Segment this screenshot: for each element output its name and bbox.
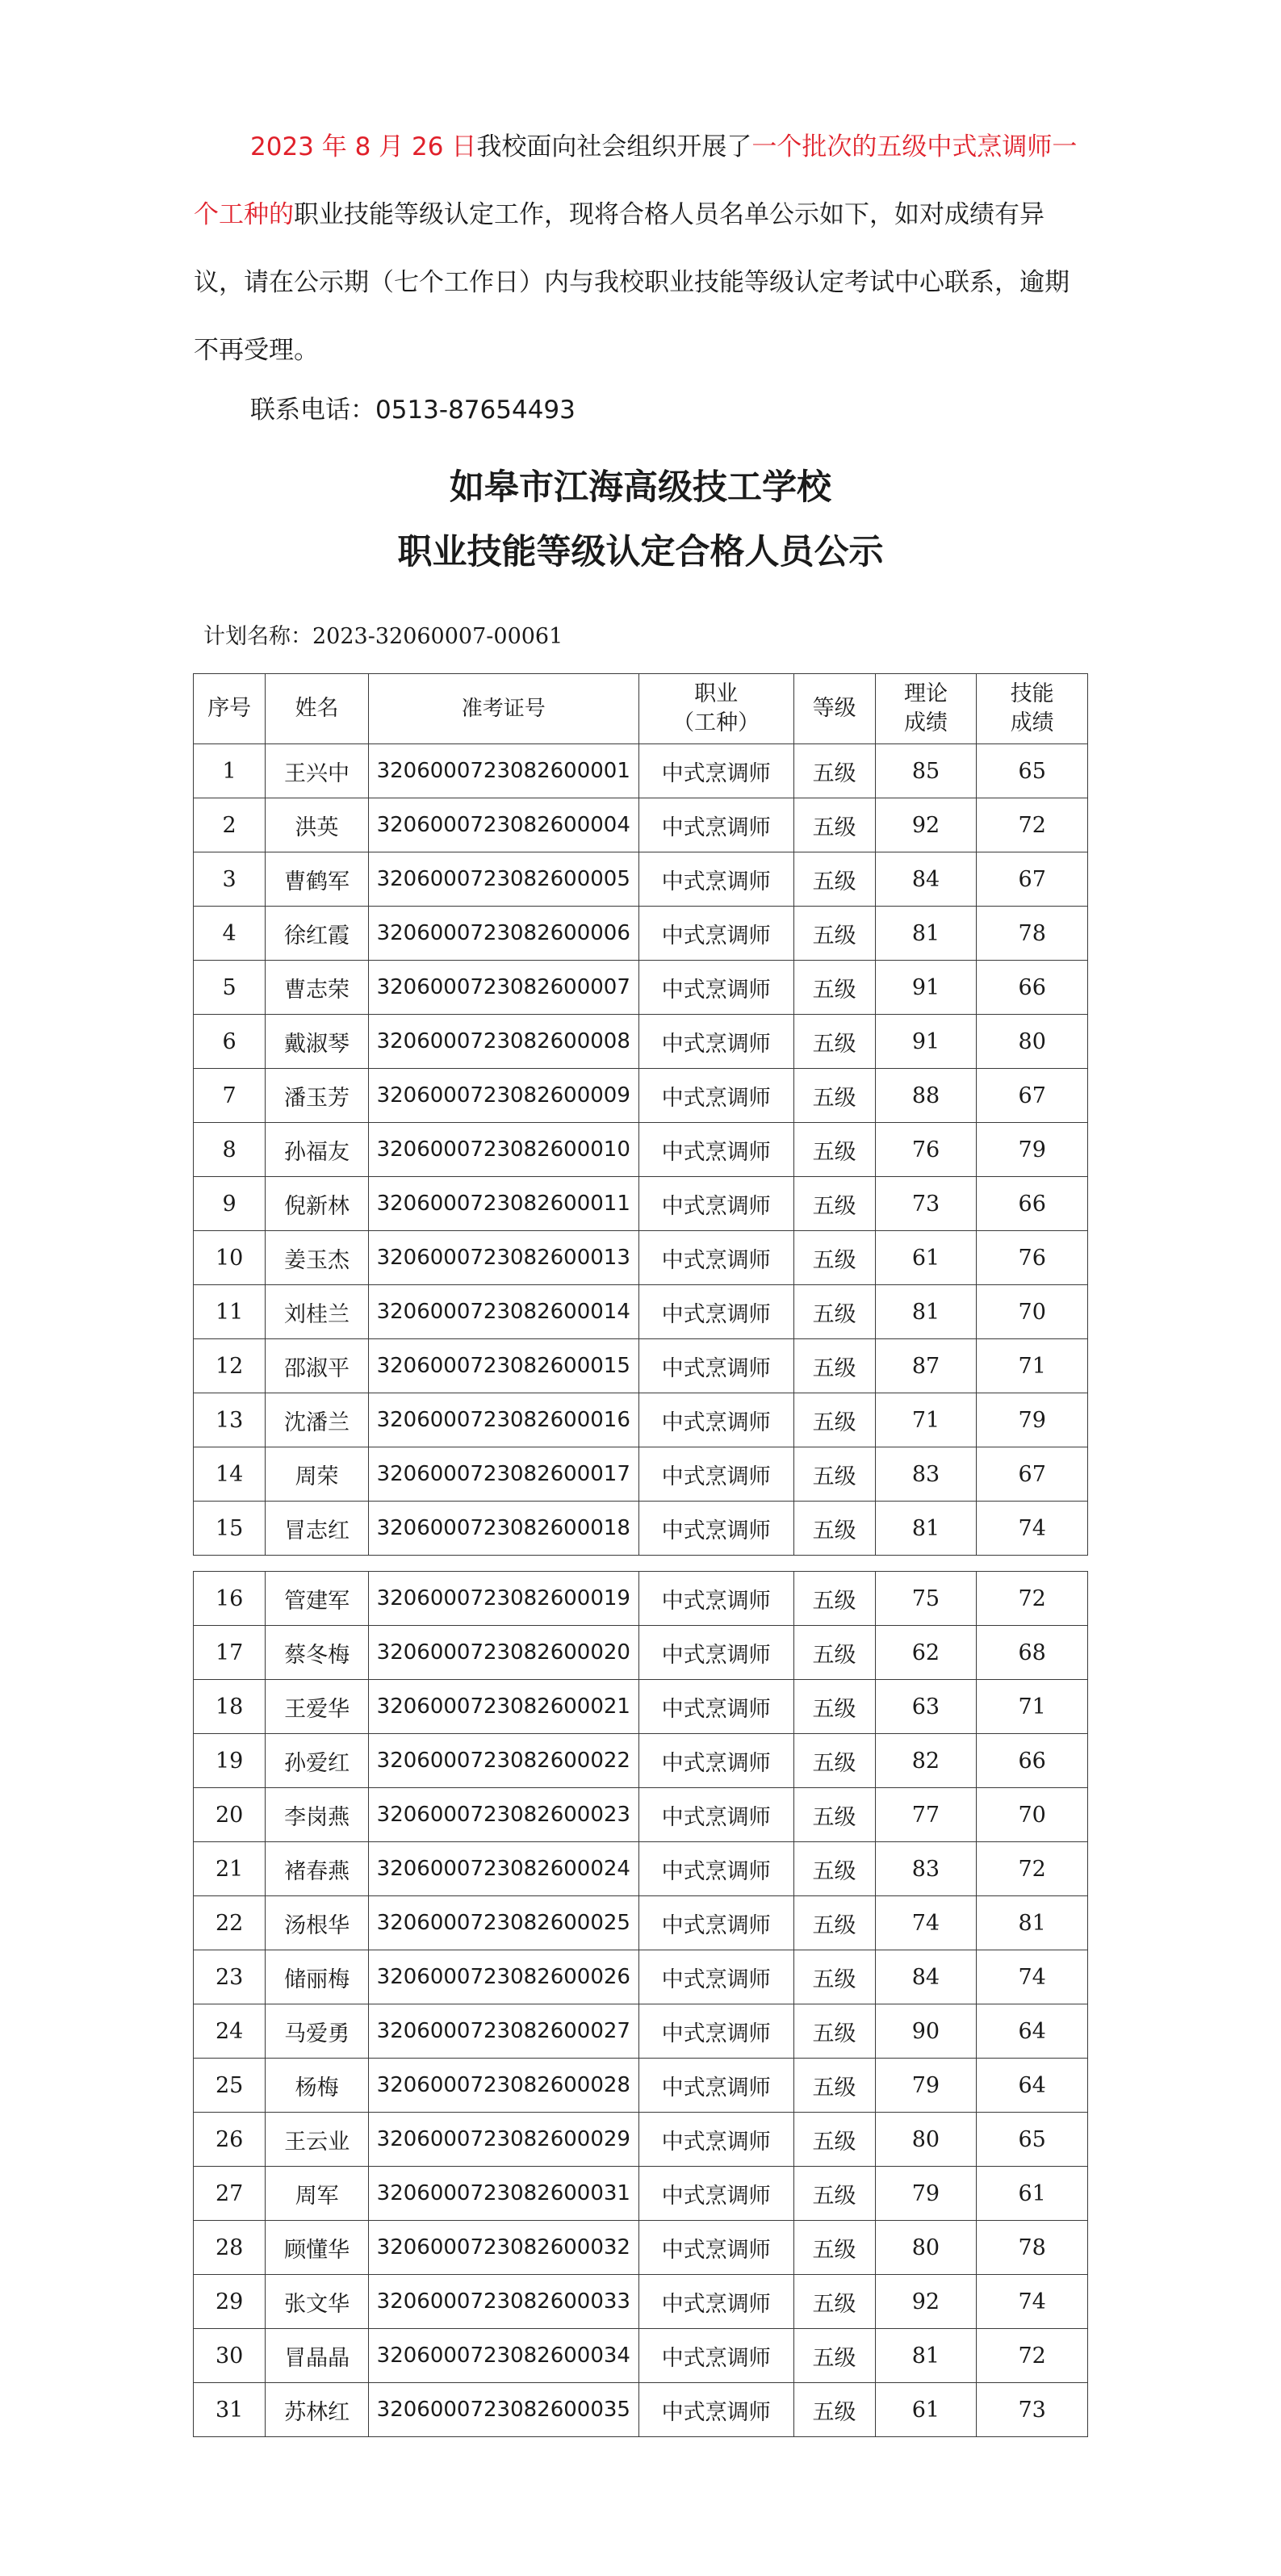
- row-skill-score: 68: [977, 1626, 1088, 1680]
- table-row: [194, 2059, 1088, 2113]
- notice-batch: 一个批次的五级中式烹调师一个工种的: [194, 132, 1078, 229]
- row-occupation: 中式烹调师: [638, 2004, 793, 2059]
- row-name: 褚春燕: [266, 1842, 369, 1896]
- row-skill-score: 70: [977, 1285, 1088, 1339]
- row-name: 孙爱红: [266, 1734, 369, 1788]
- row-index: 16: [194, 1572, 266, 1626]
- table-row: [194, 2221, 1088, 2275]
- row-name: 周荣: [266, 1447, 369, 1502]
- table-row: [194, 1502, 1088, 1556]
- row-occupation: 中式烹调师: [638, 1680, 793, 1734]
- page-title: 职业技能等级认定合格人员公示: [397, 532, 884, 572]
- row-skill-score: 79: [977, 1393, 1088, 1447]
- row-grade: 五级: [793, 1734, 875, 1788]
- table-row: [194, 1842, 1088, 1896]
- row-theory-score: 84: [875, 852, 977, 907]
- table-row: [194, 1734, 1088, 1788]
- row-skill-score: 71: [977, 1339, 1088, 1393]
- row-grade: 五级: [793, 852, 875, 907]
- table-row: [194, 1285, 1088, 1339]
- row-theory-score: 75: [875, 1572, 977, 1626]
- row-index: 19: [194, 1734, 266, 1788]
- row-index: 28: [194, 2221, 266, 2275]
- row-occupation: 中式烹调师: [638, 1393, 793, 1447]
- row-name: 王爱华: [266, 1680, 369, 1734]
- row-occupation: 中式烹调师: [638, 798, 793, 852]
- row-ticket-number: 3206000723082600004: [368, 798, 638, 852]
- table-row: [194, 2004, 1088, 2059]
- row-skill-score: 72: [977, 1842, 1088, 1896]
- row-index: 9: [194, 1177, 266, 1231]
- row-index: 25: [194, 2059, 266, 2113]
- header-grade: 等级: [793, 674, 875, 744]
- row-skill-score: 67: [977, 1069, 1088, 1123]
- row-ticket-number: 3206000723082600029: [368, 2113, 638, 2167]
- row-skill-score: 79: [977, 1123, 1088, 1177]
- row-grade: 五级: [793, 1950, 875, 2004]
- row-grade: 五级: [793, 798, 875, 852]
- row-index: 18: [194, 1680, 266, 1734]
- row-theory-score: 92: [875, 2275, 977, 2329]
- row-grade: 五级: [793, 1069, 875, 1123]
- row-ticket-number: 3206000723082600025: [368, 1896, 638, 1950]
- row-name: 冒志红: [266, 1502, 369, 1556]
- row-index: 2: [194, 798, 266, 852]
- row-occupation: 中式烹调师: [638, 852, 793, 907]
- table-row: [194, 852, 1088, 907]
- row-index: 8: [194, 1123, 266, 1177]
- row-skill-score: 64: [977, 2004, 1088, 2059]
- row-grade: 五级: [793, 2383, 875, 2437]
- row-name: 洪英: [266, 798, 369, 852]
- row-theory-score: 83: [875, 1447, 977, 1502]
- row-occupation: 中式烹调师: [638, 1447, 793, 1502]
- table-row: [194, 2113, 1088, 2167]
- table-row: [194, 1950, 1088, 2004]
- table-row: [194, 1626, 1088, 1680]
- row-index: 14: [194, 1447, 266, 1502]
- row-occupation: 中式烹调师: [638, 1896, 793, 1950]
- row-name: 李岗燕: [266, 1788, 369, 1842]
- row-skill-score: 80: [977, 1015, 1088, 1069]
- header-name: 姓名: [266, 674, 369, 744]
- row-grade: 五级: [793, 1015, 875, 1069]
- row-name: 沈潘兰: [266, 1393, 369, 1447]
- row-grade: 五级: [793, 1447, 875, 1502]
- row-theory-score: 80: [875, 2221, 977, 2275]
- row-grade: 五级: [793, 1626, 875, 1680]
- row-theory-score: 83: [875, 1842, 977, 1896]
- row-name: 杨梅: [266, 2059, 369, 2113]
- row-occupation: 中式烹调师: [638, 2275, 793, 2329]
- row-name: 储丽梅: [266, 1950, 369, 2004]
- row-occupation: 中式烹调师: [638, 1285, 793, 1339]
- row-occupation: 中式烹调师: [638, 1626, 793, 1680]
- row-occupation: 中式烹调师: [638, 1177, 793, 1231]
- row-theory-score: 61: [875, 1231, 977, 1285]
- row-occupation: 中式烹调师: [638, 2167, 793, 2221]
- row-index: 21: [194, 1842, 266, 1896]
- row-ticket-number: 3206000723082600023: [368, 1788, 638, 1842]
- row-grade: 五级: [793, 1285, 875, 1339]
- row-ticket-number: 3206000723082600005: [368, 852, 638, 907]
- row-theory-score: 82: [875, 1734, 977, 1788]
- row-occupation: 中式烹调师: [638, 1339, 793, 1393]
- row-grade: 五级: [793, 1896, 875, 1950]
- row-ticket-number: 3206000723082600011: [368, 1177, 638, 1231]
- row-ticket-number: 3206000723082600001: [368, 744, 638, 798]
- table-row: [194, 1069, 1088, 1123]
- row-ticket-number: 3206000723082600024: [368, 1842, 638, 1896]
- row-occupation: 中式烹调师: [638, 744, 793, 798]
- row-grade: 五级: [793, 1502, 875, 1556]
- table-row: [194, 1393, 1088, 1447]
- header-ticket: 准考证号: [368, 674, 638, 744]
- row-name: 王兴中: [266, 744, 369, 798]
- school-title: 如皋市江海高级技工学校: [450, 467, 831, 508]
- row-theory-score: 90: [875, 2004, 977, 2059]
- row-occupation: 中式烹调师: [638, 1734, 793, 1788]
- row-index: 7: [194, 1069, 266, 1123]
- row-ticket-number: 3206000723082600019: [368, 1572, 638, 1626]
- row-theory-score: 81: [875, 1502, 977, 1556]
- row-grade: 五级: [793, 2275, 875, 2329]
- row-name: 周军: [266, 2167, 369, 2221]
- row-theory-score: 71: [875, 1393, 977, 1447]
- row-grade: 五级: [793, 744, 875, 798]
- row-ticket-number: 3206000723082600035: [368, 2383, 638, 2437]
- row-occupation: 中式烹调师: [638, 2059, 793, 2113]
- header-skill-score: 技能 成绩: [977, 674, 1088, 744]
- row-name: 刘桂兰: [266, 1285, 369, 1339]
- row-ticket-number: 3206000723082600017: [368, 1447, 638, 1502]
- row-ticket-number: 3206000723082600007: [368, 961, 638, 1015]
- row-name: 张文华: [266, 2275, 369, 2329]
- row-skill-score: 72: [977, 2329, 1088, 2383]
- row-skill-score: 66: [977, 1177, 1088, 1231]
- table-header-row: [194, 674, 1088, 744]
- row-theory-score: 84: [875, 1950, 977, 2004]
- table-row: [194, 907, 1088, 961]
- row-skill-score: 61: [977, 2167, 1088, 2221]
- row-theory-score: 79: [875, 2167, 977, 2221]
- row-grade: 五级: [793, 2221, 875, 2275]
- row-index: 5: [194, 961, 266, 1015]
- row-theory-score: 88: [875, 1069, 977, 1123]
- row-grade: 五级: [793, 2113, 875, 2167]
- row-name: 汤根华: [266, 1896, 369, 1950]
- row-theory-score: 73: [875, 1177, 977, 1231]
- row-ticket-number: 3206000723082600014: [368, 1285, 638, 1339]
- notice-paragraph: [194, 113, 1082, 384]
- row-skill-score: 72: [977, 1572, 1088, 1626]
- table-row: [194, 2275, 1088, 2329]
- row-theory-score: 81: [875, 1285, 977, 1339]
- row-skill-score: 76: [977, 1231, 1088, 1285]
- row-index: 30: [194, 2329, 266, 2383]
- row-name: 潘玉芳: [266, 1069, 369, 1123]
- row-skill-score: 66: [977, 961, 1088, 1015]
- row-grade: 五级: [793, 2167, 875, 2221]
- header-theory-score: 理论 成绩: [875, 674, 977, 744]
- row-index: 6: [194, 1015, 266, 1069]
- table-row: [194, 1572, 1088, 1626]
- row-theory-score: 80: [875, 2113, 977, 2167]
- row-index: 4: [194, 907, 266, 961]
- row-skill-score: 64: [977, 2059, 1088, 2113]
- row-theory-score: 91: [875, 961, 977, 1015]
- row-name: 孙福友: [266, 1123, 369, 1177]
- row-ticket-number: 3206000723082600008: [368, 1015, 638, 1069]
- row-skill-score: 67: [977, 1447, 1088, 1502]
- table-row: [194, 2383, 1088, 2437]
- table-row: [194, 1788, 1088, 1842]
- row-skill-score: 66: [977, 1734, 1088, 1788]
- row-theory-score: 81: [875, 907, 977, 961]
- row-grade: 五级: [793, 2004, 875, 2059]
- row-name: 邵淑平: [266, 1339, 369, 1393]
- row-theory-score: 81: [875, 2329, 977, 2383]
- row-skill-score: 74: [977, 2275, 1088, 2329]
- row-ticket-number: 3206000723082600018: [368, 1502, 638, 1556]
- row-name: 管建军: [266, 1572, 369, 1626]
- roster-table-part-2: [193, 1571, 1088, 2437]
- row-occupation: 中式烹调师: [638, 1950, 793, 2004]
- row-ticket-number: 3206000723082600009: [368, 1069, 638, 1123]
- row-theory-score: 92: [875, 798, 977, 852]
- table-row: [194, 1231, 1088, 1285]
- row-grade: 五级: [793, 961, 875, 1015]
- row-theory-score: 79: [875, 2059, 977, 2113]
- row-index: 24: [194, 2004, 266, 2059]
- header-occupation: 职业 （工种）: [638, 674, 793, 744]
- table-row: [194, 2329, 1088, 2383]
- row-ticket-number: 3206000723082600026: [368, 1950, 638, 2004]
- row-grade: 五级: [793, 1339, 875, 1393]
- row-ticket-number: 3206000723082600027: [368, 2004, 638, 2059]
- row-index: 3: [194, 852, 266, 907]
- roster-table-part-1: [193, 673, 1088, 1556]
- row-name: 姜玉杰: [266, 1231, 369, 1285]
- row-index: 15: [194, 1502, 266, 1556]
- row-ticket-number: 3206000723082600010: [368, 1123, 638, 1177]
- row-name: 曹志荣: [266, 961, 369, 1015]
- row-theory-score: 61: [875, 2383, 977, 2437]
- row-grade: 五级: [793, 907, 875, 961]
- row-occupation: 中式烹调师: [638, 1069, 793, 1123]
- row-ticket-number: 3206000723082600034: [368, 2329, 638, 2383]
- row-occupation: 中式烹调师: [638, 2383, 793, 2437]
- row-name: 王云业: [266, 2113, 369, 2167]
- row-grade: 五级: [793, 1231, 875, 1285]
- row-name: 顾懂华: [266, 2221, 369, 2275]
- table-row: [194, 1177, 1088, 1231]
- row-ticket-number: 3206000723082600020: [368, 1626, 638, 1680]
- row-occupation: 中式烹调师: [638, 1123, 793, 1177]
- row-occupation: 中式烹调师: [638, 1502, 793, 1556]
- row-skill-score: 70: [977, 1788, 1088, 1842]
- row-index: 29: [194, 2275, 266, 2329]
- row-grade: 五级: [793, 1177, 875, 1231]
- row-occupation: 中式烹调师: [638, 961, 793, 1015]
- row-occupation: 中式烹调师: [638, 1788, 793, 1842]
- row-theory-score: 85: [875, 744, 977, 798]
- row-skill-score: 72: [977, 798, 1088, 852]
- row-skill-score: 78: [977, 2221, 1088, 2275]
- row-theory-score: 87: [875, 1339, 977, 1393]
- row-skill-score: 73: [977, 2383, 1088, 2437]
- row-grade: 五级: [793, 1788, 875, 1842]
- row-theory-score: 91: [875, 1015, 977, 1069]
- row-occupation: 中式烹调师: [638, 2329, 793, 2383]
- row-occupation: 中式烹调师: [638, 2221, 793, 2275]
- row-ticket-number: 3206000723082600016: [368, 1393, 638, 1447]
- row-skill-score: 65: [977, 744, 1088, 798]
- row-name: 徐红霞: [266, 907, 369, 961]
- notice-text-2: 职业技能等级认定工作，现将合格人员名单公示如下，如对成绩有异议，请在公示期（七个工作日）内与我校职业技能等级认定考试中心联系，逾期不再受理。: [194, 200, 1070, 365]
- row-ticket-number: 3206000723082600006: [368, 907, 638, 961]
- row-index: 31: [194, 2383, 266, 2437]
- row-ticket-number: 3206000723082600013: [368, 1231, 638, 1285]
- row-grade: 五级: [793, 1123, 875, 1177]
- table-row: [194, 744, 1088, 798]
- row-theory-score: 77: [875, 1788, 977, 1842]
- row-skill-score: 67: [977, 852, 1088, 907]
- row-name: 蔡冬梅: [266, 1626, 369, 1680]
- table-row: [194, 798, 1088, 852]
- row-grade: 五级: [793, 2329, 875, 2383]
- row-occupation: 中式烹调师: [638, 1231, 793, 1285]
- table-row: [194, 1339, 1088, 1393]
- row-occupation: 中式烹调师: [638, 2113, 793, 2167]
- row-ticket-number: 3206000723082600032: [368, 2221, 638, 2275]
- table-row: [194, 1123, 1088, 1177]
- row-index: 12: [194, 1339, 266, 1393]
- row-skill-score: 71: [977, 1680, 1088, 1734]
- row-name: 苏林红: [266, 2383, 369, 2437]
- row-index: 26: [194, 2113, 266, 2167]
- row-grade: 五级: [793, 1842, 875, 1896]
- row-name: 马爱勇: [266, 2004, 369, 2059]
- row-index: 23: [194, 1950, 266, 2004]
- row-index: 1: [194, 744, 266, 798]
- row-ticket-number: 3206000723082600033: [368, 2275, 638, 2329]
- row-theory-score: 76: [875, 1123, 977, 1177]
- row-skill-score: 81: [977, 1896, 1088, 1950]
- row-ticket-number: 3206000723082600015: [368, 1339, 638, 1393]
- row-index: 11: [194, 1285, 266, 1339]
- contact-phone: 联系电话：0513-87654493: [250, 396, 576, 425]
- header-index: 序号: [194, 674, 266, 744]
- row-theory-score: 62: [875, 1626, 977, 1680]
- row-skill-score: 65: [977, 2113, 1088, 2167]
- row-occupation: 中式烹调师: [638, 1015, 793, 1069]
- table-row: [194, 1015, 1088, 1069]
- notice-text-1: 我校面向社会组织开展了: [476, 132, 752, 161]
- row-index: 10: [194, 1231, 266, 1285]
- row-grade: 五级: [793, 1680, 875, 1734]
- row-occupation: 中式烹调师: [638, 1572, 793, 1626]
- row-theory-score: 63: [875, 1680, 977, 1734]
- row-ticket-number: 3206000723082600028: [368, 2059, 638, 2113]
- row-index: 13: [194, 1393, 266, 1447]
- table-row: [194, 1680, 1088, 1734]
- row-ticket-number: 3206000723082600022: [368, 1734, 638, 1788]
- row-grade: 五级: [793, 2059, 875, 2113]
- row-occupation: 中式烹调师: [638, 907, 793, 961]
- table-row: [194, 1447, 1088, 1502]
- row-index: 27: [194, 2167, 266, 2221]
- row-index: 20: [194, 1788, 266, 1842]
- table-row: [194, 2167, 1088, 2221]
- row-name: 戴淑琴: [266, 1015, 369, 1069]
- table-row: [194, 961, 1088, 1015]
- row-skill-score: 74: [977, 1950, 1088, 2004]
- row-index: 17: [194, 1626, 266, 1680]
- table-row: [194, 1896, 1088, 1950]
- row-grade: 五级: [793, 1572, 875, 1626]
- row-skill-score: 74: [977, 1502, 1088, 1556]
- row-ticket-number: 3206000723082600021: [368, 1680, 638, 1734]
- row-index: 22: [194, 1896, 266, 1950]
- row-occupation: 中式烹调师: [638, 1842, 793, 1896]
- row-skill-score: 78: [977, 907, 1088, 961]
- row-name: 冒晶晶: [266, 2329, 369, 2383]
- row-name: 曹鹤军: [266, 852, 369, 907]
- row-name: 倪新林: [266, 1177, 369, 1231]
- notice-date: 2023 年 8 月 26 日: [250, 132, 477, 161]
- row-grade: 五级: [793, 1393, 875, 1447]
- plan-name: 计划名称：2023-32060007-00061: [203, 624, 563, 649]
- row-ticket-number: 3206000723082600031: [368, 2167, 638, 2221]
- row-theory-score: 74: [875, 1896, 977, 1950]
